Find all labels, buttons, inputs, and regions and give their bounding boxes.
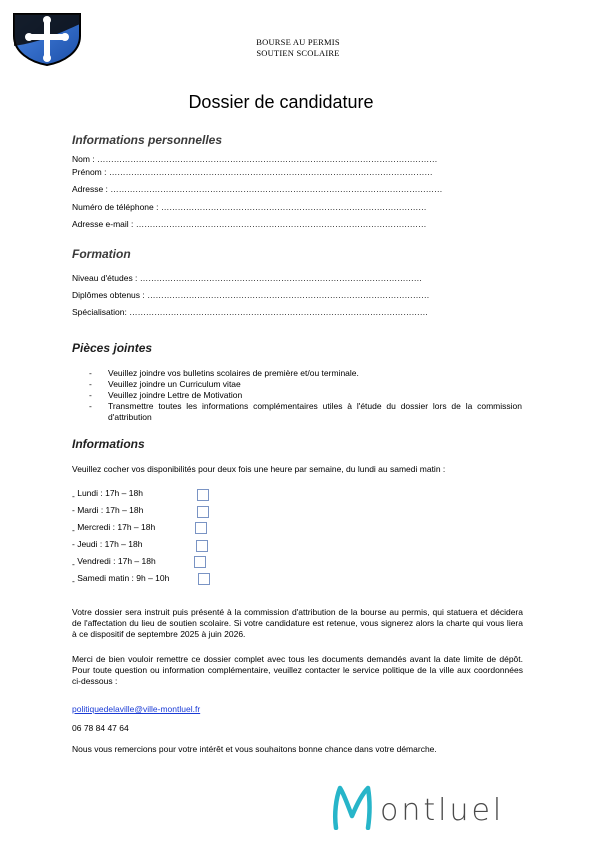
list-item-text: Transmettre toutes les informations complémentaires utiles à l'étude du dossier lors de la commission d'attribution — [108, 401, 522, 422]
list-item — [72, 401, 522, 423]
checkbox-jeudi[interactable] — [196, 540, 208, 552]
page-title: Dossier de candidature — [188, 92, 374, 112]
slot-label: Mercredi : 17h – 18h — [77, 522, 156, 532]
slot-prefix: - — [72, 505, 78, 515]
paragraph-contact: Merci de bien vouloir remettre ce dossier complet avec tous les documents demandés avant la date limite de dépôt. Pour toute question ou information complémentaire, veuillez contacter le service politique de la ville aux coordonnées ci-dessous : — [72, 654, 523, 686]
slot-label: Samedi matin : 9h – 10h — [77, 573, 170, 583]
list-item — [72, 368, 522, 379]
field-label: Diplômes obtenus : — [72, 290, 148, 300]
slot-mardi — [72, 505, 143, 515]
field-label: Nom : — [72, 154, 98, 164]
field-label: Niveau d'études : — [72, 273, 140, 283]
list-item-text: Veuillez joindre vos bulletins scolaires de première et/ou terminale. — [108, 368, 359, 378]
slot-samedi — [72, 573, 170, 586]
field-niveau[interactable] — [72, 273, 422, 283]
slot-prefix: - — [72, 539, 78, 549]
header-line-1: BOURSE AU PERMIS — [256, 37, 340, 47]
field-adresse[interactable] — [72, 184, 442, 194]
logo-text: ontluel — [380, 793, 505, 828]
slot-prefix: - — [72, 491, 75, 501]
slot-vendredi — [72, 556, 156, 569]
checkbox-vendredi[interactable] — [194, 556, 206, 568]
field-dots: ………………………………………………………………………………………… — [139, 273, 422, 283]
bullet-dash: - — [89, 379, 92, 389]
contact-email-link[interactable]: politiquedelaville@ville-montluel.fr — [72, 704, 201, 714]
field-prenom[interactable] — [72, 167, 433, 177]
field-label: Adresse : — [72, 184, 111, 194]
slot-label: Mardi : 17h – 18h — [77, 505, 144, 515]
bullet-dash: - — [89, 401, 92, 411]
section-title-personal: Informations personnelles — [72, 133, 223, 147]
availability-intro: Veuillez cocher vos disponibilités pour deux fois une heure par semaine, du lundi au samedi matin : — [72, 464, 446, 474]
field-specialisation[interactable] — [72, 307, 428, 317]
field-dots: ………………………………………………………………………………………………………… — [110, 184, 443, 194]
checkbox-lundi[interactable] — [197, 489, 209, 501]
paragraph-instruction: Votre dossier sera instruit puis présenté à la commission d'attribution de la bourse au permis, qui statuera et décidera de l'affectation du lieu de soutien scolaire. Si votre candidature est retenue, vous signerez alors la charte qui vous liera à ce dispositif de septembre 2025 à juin 2026. — [72, 607, 523, 639]
field-dots: ……………………………………………………………………………………………… — [129, 307, 428, 317]
field-label: Adresse e-mail : — [72, 219, 136, 229]
field-dots: ………………………………………………………………………………………… — [147, 290, 430, 300]
field-label: Prénom : — [72, 167, 109, 177]
field-dots: …………………………………………………………………………………………………………… — [97, 154, 438, 164]
slot-label: Lundi : 17h – 18h — [77, 488, 143, 498]
crest-icon — [12, 12, 82, 66]
field-diplomes[interactable] — [72, 290, 429, 300]
field-dots: …………………………………………………………………………………… — [160, 202, 427, 212]
section-title-formation: Formation — [72, 247, 131, 261]
checkbox-mercredi[interactable] — [195, 522, 207, 534]
section-title-informations: Informations — [72, 437, 145, 451]
list-item-text: Veuillez joindre Lettre de Motivation — [108, 390, 243, 400]
field-telephone[interactable] — [72, 202, 426, 212]
closing-text: Nous vous remercions pour votre intérêt et vous souhaitons bonne chance dans votre démarche. — [72, 744, 437, 754]
field-email[interactable] — [72, 219, 426, 229]
field-label: Spécialisation: — [72, 307, 130, 317]
field-nom[interactable] — [72, 154, 437, 164]
slot-mercredi — [72, 522, 156, 535]
slot-prefix: - — [72, 559, 75, 569]
montluel-logo — [330, 784, 582, 830]
slot-label: Jeudi : 17h – 18h — [77, 539, 143, 549]
pieces-list — [72, 368, 522, 423]
slot-prefix: - — [72, 525, 75, 535]
checkbox-samedi[interactable] — [198, 573, 210, 585]
checkbox-mardi[interactable] — [197, 506, 209, 518]
bullet-dash: - — [89, 390, 92, 400]
header-line-2: SOUTIEN SCOLAIRE — [256, 48, 340, 58]
list-item — [72, 379, 522, 390]
slot-label: Vendredi : 17h – 18h — [77, 556, 156, 566]
list-item — [72, 390, 522, 401]
field-label: Numéro de téléphone : — [72, 202, 161, 212]
slot-lundi — [72, 488, 143, 501]
slot-jeudi — [72, 539, 142, 549]
contact-phone: 06 78 84 47 64 — [72, 723, 129, 733]
bullet-dash: - — [89, 368, 92, 378]
section-title-pieces: Pièces jointes — [72, 341, 153, 355]
list-item-text: Veuillez joindre un Curriculum vitae — [108, 379, 241, 389]
slot-prefix: - — [72, 576, 75, 586]
field-dots: …………………………………………………………………………………………… — [135, 219, 427, 229]
field-dots: ……………………………………………………………………………………………………… — [108, 167, 433, 177]
